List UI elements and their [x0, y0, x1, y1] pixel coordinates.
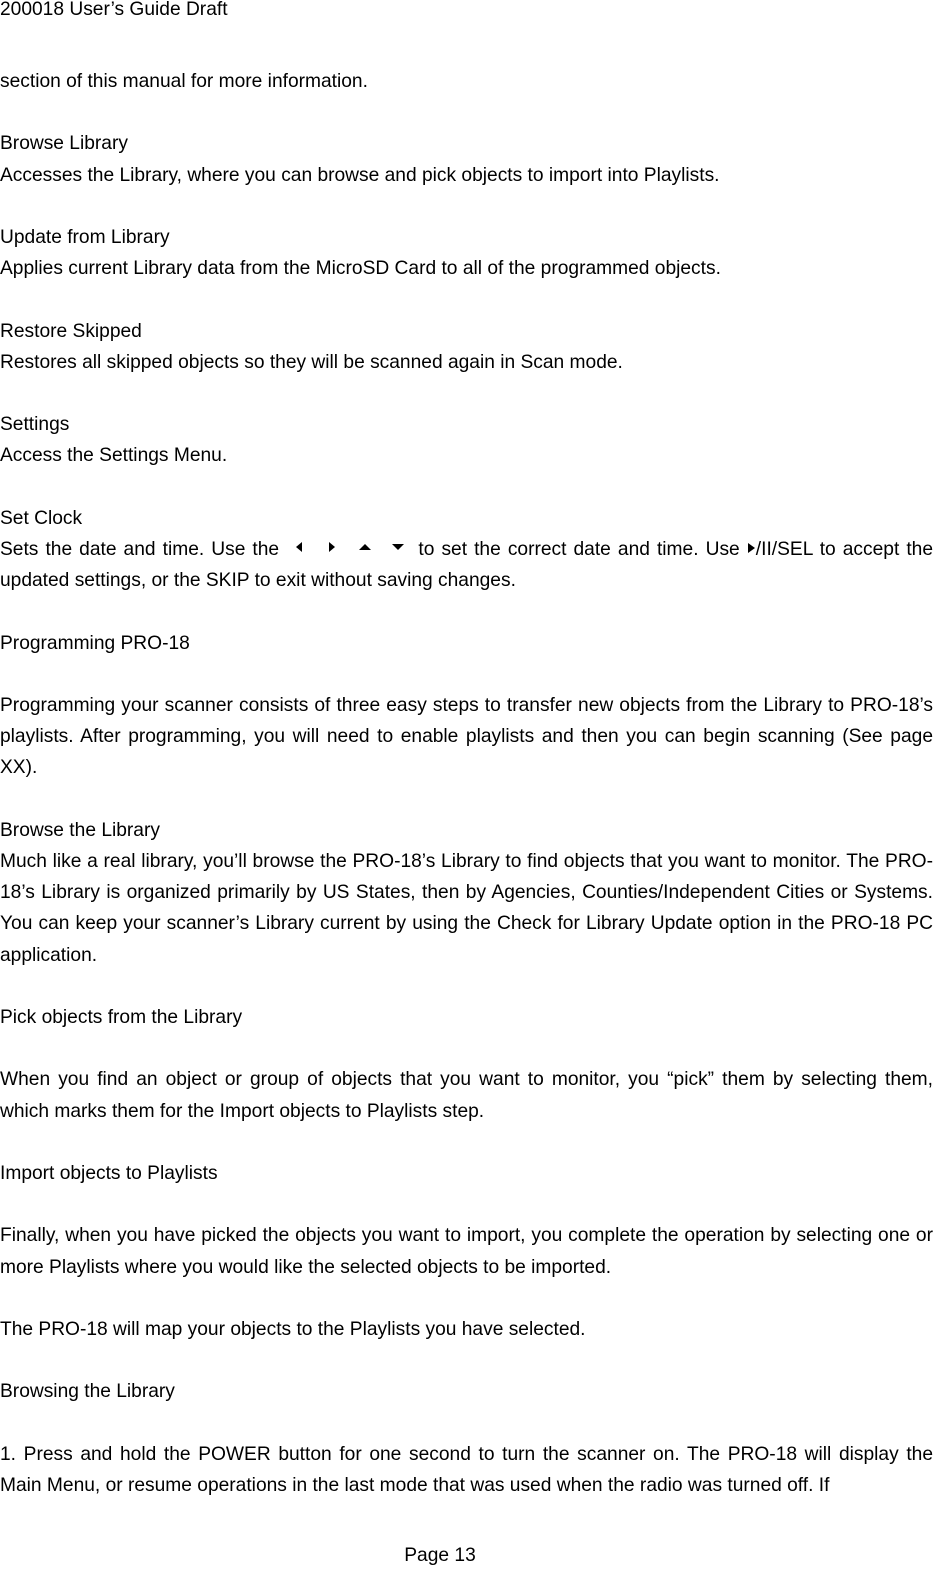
page-number: Page 13 [404, 1545, 476, 1566]
document-body [0, 66, 933, 1532]
browse-library-text: Accesses the Library, where you can browse and pick objects to import into Playlists. [0, 164, 720, 186]
programming-paragraph: Programming your scanner consists of three easy steps to transfer new objects from the Library to PRO-18’s playlists. After programming, you will need to enable playlists and then you can begin scanning (See page XX). [0, 694, 933, 779]
browse-library-section [0, 128, 933, 190]
browse-library-heading: Browse Library [0, 133, 128, 155]
browsing-heading: Browsing the Library [0, 1381, 175, 1403]
map-paragraph: The PRO-18 will map your objects to the Playlists you have selected. [0, 1318, 586, 1340]
browse-the-library-section [0, 815, 933, 971]
set-clock-text-c: /II/SEL to accept the updated settings, or the SKIP to exit without saving changes. [0, 538, 934, 592]
set-clock-text-a: Sets the date and time. Use the [0, 538, 280, 560]
import-heading: Import objects to Playlists [0, 1162, 218, 1184]
set-clock-section [0, 503, 933, 597]
set-clock-heading: Set Clock [0, 507, 83, 529]
browse-the-library-heading: Browse the Library [0, 819, 160, 841]
update-library-text: Applies current Library data from the MicroSD Card to all of the programmed objects. [0, 258, 721, 280]
settings-section [0, 409, 933, 471]
programming-heading: Programming PRO-18 [0, 632, 190, 654]
play-icon [747, 541, 756, 555]
update-library-section [0, 222, 933, 284]
right-arrow-icon [319, 537, 345, 557]
left-arrow-icon [286, 537, 312, 557]
pick-heading: Pick objects from the Library [0, 1006, 243, 1028]
intro-paragraph: section of this manual for more information. [0, 71, 368, 92]
down-arrow-icon [385, 537, 411, 557]
up-arrow-icon [352, 537, 378, 557]
step-1-paragraph: 1. Press and hold the POWER button for one second to turn the scanner on. The PRO-18 will display the Main Menu, or resume operations in the last mode that was used when the radio was turned off. If [0, 1443, 933, 1496]
pick-paragraph: When you find an object or group of objects that you want to monitor, you “pick” them by selecting them, which marks them for the Import objects to Playlists step. [0, 1069, 933, 1122]
import-paragraph: Finally, when you have picked the objects you want to import, you complete the operation by selecting one or more Playlists where you would like the selected objects to be imported. [0, 1225, 933, 1278]
restore-skipped-heading: Restore Skipped [0, 320, 142, 342]
browse-the-library-text: Much like a real library, you’ll browse the PRO-18’s Library to find objects that you want to monitor. The PRO-18’s Library is organized primarily by US States, then by Agencies, Counties/Independent Cities or Systems. You can keep your scanner’s Library current by using the Check for Library Update option in the PRO-18 PC application. [0, 850, 933, 966]
restore-skipped-section [0, 316, 933, 378]
restore-skipped-text: Restores all skipped objects so they will be scanned again in Scan mode. [0, 351, 623, 373]
update-library-heading: Update from Library [0, 226, 170, 248]
page-header: 200018 User’s Guide Draft [0, 0, 228, 20]
set-clock-text-b: to set the correct date and time. Use [418, 538, 740, 560]
settings-heading: Settings [0, 414, 70, 436]
settings-text: Access the Settings Menu. [0, 445, 228, 467]
